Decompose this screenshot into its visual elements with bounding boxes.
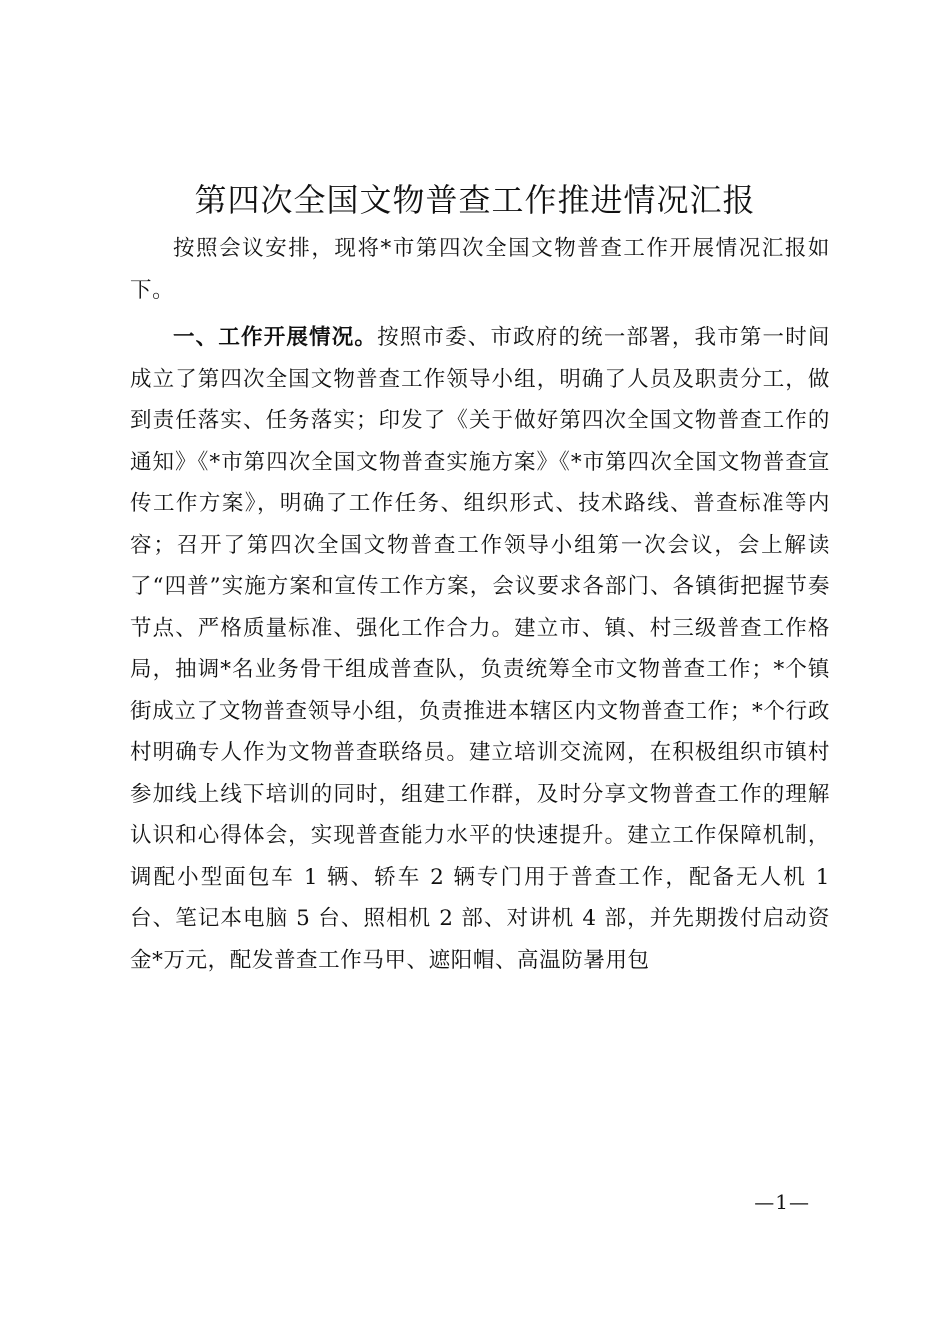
document-title: 第四次全国文物普查工作推进情况汇报 (194, 181, 756, 219)
page-number: —1— (754, 1190, 810, 1214)
section-1-paragraph (130, 317, 830, 981)
document-body (130, 228, 830, 981)
section-1-heading: 一、工作开展情况。 (173, 325, 378, 350)
section-1-text: 按照市委、市政府的统一部署，我市第一时间成立了第四次全国文物普查工作领导小组，明确了人员及职责分工，做到责任落实、任务落实；印发了《关于做好第四次全国文物普查工作的通知》《*市第四次全国文物普查实施方案》《*市第四次全国文物普查宣传工作方案》，明确了工作任务、组织形式、技术路线、普查标准等内容；召开了第四次全国文物普查工作领导小组第一次会议，会上解读了“四普”实施方案和宣传工作方案，会议要求各部门、各镇街把握节奏节点、严格质量标准、强化工作合力。建立市、镇、村三级普查工作格局，抽调*名业务骨干组成普查队，负责统筹全市文物普查工作；*个镇街成立了文物普查领导小组，负责推进本辖区内文物普查工作；*个行政村明确专人作为文物普查联络员。建立培训交流网，在积极组织市镇村参加线上线下培训的同时，组建工作群，及时分享文物普查工作的理解认识和心得体会，实现普查能力水平的快速提升。建立工作保障机制，调配小型面包车 1 辆、轿车 2 辆专门用于普查工作，配备无人机 1 台、笔记本电脑 5 台、照相机 2 部、对讲机 4 部，并先期拨付启动资金*万元，配发普查工作马甲、遮阳帽、高温防暑用包 (130, 325, 830, 973)
intro-paragraph: 按照会议安排，现将*市第四次全国文物普查工作开展情况汇报如下。 (130, 236, 830, 303)
